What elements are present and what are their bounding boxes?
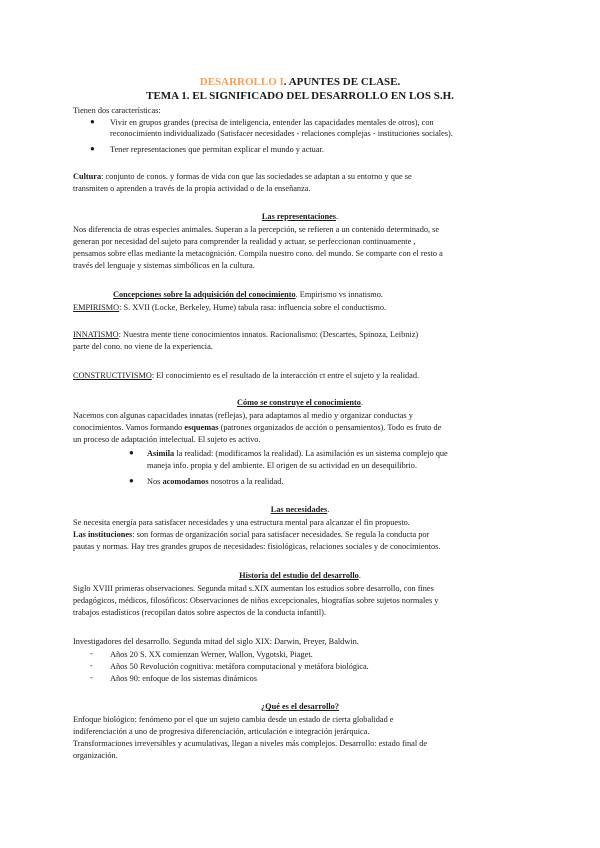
heading-necesidades [0, 504, 600, 515]
intro-line: Tienen dos características: [73, 106, 161, 115]
cultura-paragraph [73, 171, 533, 182]
asimila-bullet [147, 448, 600, 459]
heading-text: Las necesidades [270, 505, 328, 514]
heading-text: Concepciones sobre la adquisición del conocimiento [113, 290, 296, 299]
acomodamos-bullet [147, 476, 600, 487]
empirismo-term: EMPIRISMO [73, 303, 120, 312]
paragraph-line: Nos diferencia de otras especies animales. Superan a la percepción, se refieren a un contenido determinado, se [73, 225, 440, 234]
heading-concepciones [113, 289, 573, 300]
acomodamos-term: acomodamos [162, 477, 209, 486]
constructivismo-term: CONSTRUCTIVISMO [73, 371, 152, 380]
heading-dot: . [360, 398, 364, 407]
heading-text: ¿Qué es el desarrollo? [261, 702, 339, 711]
heading-representaciones [0, 211, 600, 222]
innatismo-term: INNATISMO [73, 330, 119, 339]
intro-bullet-1: Vivir en grupos grandes (precisa de inteligencia, entender las capacidades mentales de otros), con [110, 118, 434, 127]
cultura-term: Cultura [73, 172, 102, 181]
bullet-icon: ● [90, 117, 95, 126]
title-rest: . APUNTES DE CLASE. [283, 76, 401, 88]
text-run: la realidad: (modificamos la realidad). La asimilación es un sistema complejo que [174, 449, 448, 458]
dash-icon: - [90, 649, 93, 658]
title-highlight: DESARROLLO I [199, 76, 284, 88]
paragraph-line: Transformaciones irreversibles y acumulativas, llegan a niveles más complejos. Desarrollo: estado final de [73, 739, 428, 748]
paragraph-line: pedagógicos, médicos, filosóficos: Observaciones de niños excepcionales, biografías sobre sujetos normales y [73, 596, 439, 605]
innatismo-text: : Nuestra mente tiene conocimientos innatos. Racionalismo: (Descartes, Spinoza, Leibniz) [118, 330, 419, 339]
cultura-line-2: transmiten o aprenden a través de la propia actividad o de la enseñanza. [73, 184, 311, 193]
constructivismo-line [73, 370, 533, 381]
paragraph-line [73, 422, 533, 433]
dash-icon: - [90, 673, 93, 682]
innatismo-line [73, 329, 533, 340]
paragraph-line: un proceso de adaptación intelectual. El sujeto es activo. [73, 435, 261, 444]
cultura-text: : conjunto de conos. y formas de vida con que las sociedades se adaptan a su entorno y que se [101, 172, 412, 181]
heading-historia [0, 570, 600, 581]
asimila-bullet-cont: maneja info. propia y del ambiente. El origen de su actividad en un desequilibrio. [147, 461, 418, 470]
paragraph-line: indiferenciación a uno de progresiva diferenciación, articulación e integración jerárquica. [73, 727, 370, 736]
heading-rest: . Empirismo vs innatismo. [295, 290, 383, 299]
bullet-icon: ● [90, 144, 95, 153]
paragraph-line: Enfoque biológico: fenómeno por el que un sujeto cambia desde un estado de cierta globalidad e [73, 715, 394, 724]
paragraph-line [73, 529, 533, 540]
text-run: nosotros a la realidad. [208, 477, 284, 486]
paragraph-line: Investigadores del desarrollo. Segunda mitad del siglo XIX: Darwin, Preyer, Baldwin. [73, 637, 359, 646]
historia-item: Años 90: enfoque de los sistemas dinámicos [110, 674, 258, 683]
heading-construye [0, 397, 600, 408]
paragraph-line: organización. [73, 751, 118, 760]
empirismo-text: : S. XVII (Locke, Berkeley, Hume) tabula rasa: influencia sobre el conductismo. [119, 303, 387, 312]
empirismo-line [73, 302, 533, 313]
asimila-term: Asimila [147, 449, 175, 458]
historia-item: Años 20 S. XX comienzan Werner, Wallon, Vygotski, Piaget. [110, 650, 313, 659]
heading-dot: . [358, 571, 361, 580]
paragraph-line: pensamos sobre ellas mediante la metacognición. Compila nuestro cono. del mundo. Se comparte con el resto a [73, 249, 443, 258]
historia-item: Años 50 Revolución cognitiva: metáfora computacional y metáfora biológica. [110, 662, 369, 671]
text-run: (patrones organizados de acción o pensamientos). Todo es fruto de [218, 423, 442, 432]
page-title [0, 76, 600, 88]
heading-dot: . [327, 505, 330, 514]
heading-dot: . [336, 212, 339, 221]
paragraph-line: generan por necesidad del sujeto para comprender la realidad y actuar, se perfeccionan continuamente , [73, 237, 416, 246]
instituciones-term: Las instituciones [73, 530, 133, 539]
page-subtitle: TEMA 1. EL SIGNIFICADO DEL DESARROLLO EN LOS S.H. [146, 90, 454, 102]
esquemas-term: esquemas [184, 423, 219, 432]
paragraph-line: través del lenguaje y sistemas simbólicos en la cultura. [73, 261, 255, 270]
heading-text: Las representaciones [261, 212, 337, 221]
bullet-icon: ● [129, 476, 134, 485]
paragraph-line: Siglo XVIII primeras observaciones. Segunda mitad s.XIX aumentan los estudios sobre desarrollo, con fines [73, 584, 434, 593]
intro-bullet-1-cont: reconocimiento individualizado (Satisfacer necesidades - relaciones complejas - instituciones sociales). [110, 129, 453, 138]
text-run: conocimientos. Vamos formando [73, 423, 185, 432]
intro-bullet-2: Tener representaciones que permitan explicar el mundo y actuar. [110, 145, 324, 154]
heading-text: Historia del estudio del desarrollo [239, 571, 359, 580]
heading-que-es [0, 701, 600, 712]
constructivismo-text: : El conocimiento es el resultado de la interacción ct entre el sujeto y la realidad. [151, 371, 420, 380]
bullet-icon: ● [129, 448, 134, 457]
paragraph-line: Se necesita energía para satisfacer necesidades y una estructura mental para alcanzar el fin propuesto. [73, 518, 410, 527]
paragraph-line: trabajos estadísticos (recopilan datos sobre aspectos de la conducta infantil). [73, 608, 326, 617]
paragraph-line: Nacemos con algunas capacidades innatas (reflejas), para adaptamos al medio y organizar conductas y [73, 411, 413, 420]
dash-icon: - [90, 661, 93, 670]
text-run: Nos [147, 477, 163, 486]
paragraph-line: pautas y normas. Hay tres grandes grupos de necesidades: fisiológicas, relaciones sociales y de conocimientos. [73, 542, 441, 551]
innatismo-line-2: parte del cono. no viene de la experiencia. [73, 342, 213, 351]
heading-text: Cómo se construye el conocimiento [236, 398, 361, 407]
text-run: : son formas de organización social para satisfacer necesidades. Se regula la conducta por [132, 530, 430, 539]
